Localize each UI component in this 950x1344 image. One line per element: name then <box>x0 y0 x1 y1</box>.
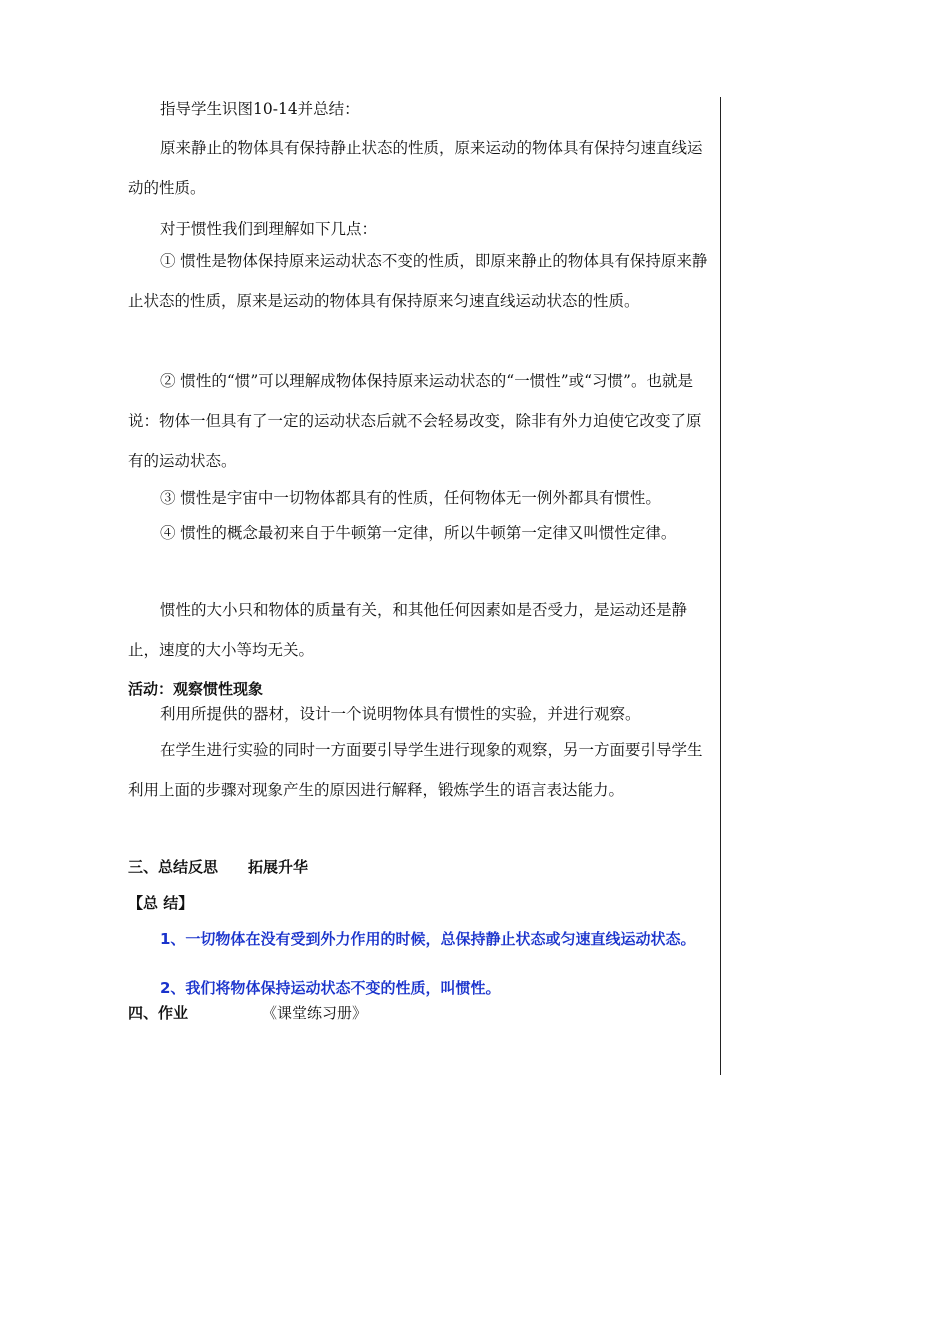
section-4-title: 四、作业 <box>128 1004 189 1022</box>
paragraph-point-4: ④ 惯性的概念最初来自于牛顿第一定律，所以牛顿第一定律又叫惯性定律。 <box>160 524 677 542</box>
paragraph-point-1: ① 惯性是物体保持原来运动状态不变的性质，即原来静止的物体具有保持原来静止状态的性质，原来是运动的物体具有保持原来匀速直线运动状态的性质。 <box>128 252 708 310</box>
activity-title: 活动：观察惯性现象 <box>128 680 264 698</box>
summary-label: 【总 结】 <box>128 894 194 912</box>
paragraph-point-3: ③ 惯性是宇宙中一切物体都具有的性质，任何物体无一例外都具有惯性。 <box>160 489 661 507</box>
paragraph-inertia-size: 惯性的大小只和物体的质量有关，和其他任何因素如是否受力，是运动还是静止，速度的大小等均无关。 <box>128 601 688 659</box>
section-4-homework <box>128 1000 716 1026</box>
paragraph-summary-observation: 原来静止的物体具有保持静止状态的性质，原来运动的物体具有保持匀速直线运动的性质。 <box>128 139 703 197</box>
activity-instruction: 利用所提供的器材，设计一个说明物体具有惯性的实验，并进行观察。 <box>160 705 641 723</box>
section-3-title: 三、总结反思 拓展升华 <box>128 858 309 876</box>
paragraph-point-2: ② 惯性的“惯”可以理解成物体保持原来运动状态的“一惯性”或“习惯”。也就是说：物体一但具有了一定的运动状态后就不会轻易改变，除非有外力迫使它改变了原有的运动状态。 <box>128 372 702 470</box>
paragraph-points-intro: 对于惯性我们到理解如下几点： <box>160 220 378 238</box>
table-border-line <box>720 97 721 1075</box>
summary-item-2: 2、我们将物体保持运动状态不变的性质，叫惯性。 <box>160 979 501 997</box>
activity-guidance: 在学生进行实验的同时一方面要引导学生进行现象的观察，另一方面要引导学生利用上面的步骤对现象产生的原因进行解释，锻炼学生的语言表达能力。 <box>128 741 703 799</box>
summary-item-1: 1、一切物体在没有受到外力作用的时候，总保持静止状态或匀速直线运动状态。 <box>160 930 696 948</box>
paragraph-guide: 指导学生识图10-14并总结： <box>160 100 360 118</box>
homework-book: 《课堂练习册》 <box>262 1004 368 1022</box>
